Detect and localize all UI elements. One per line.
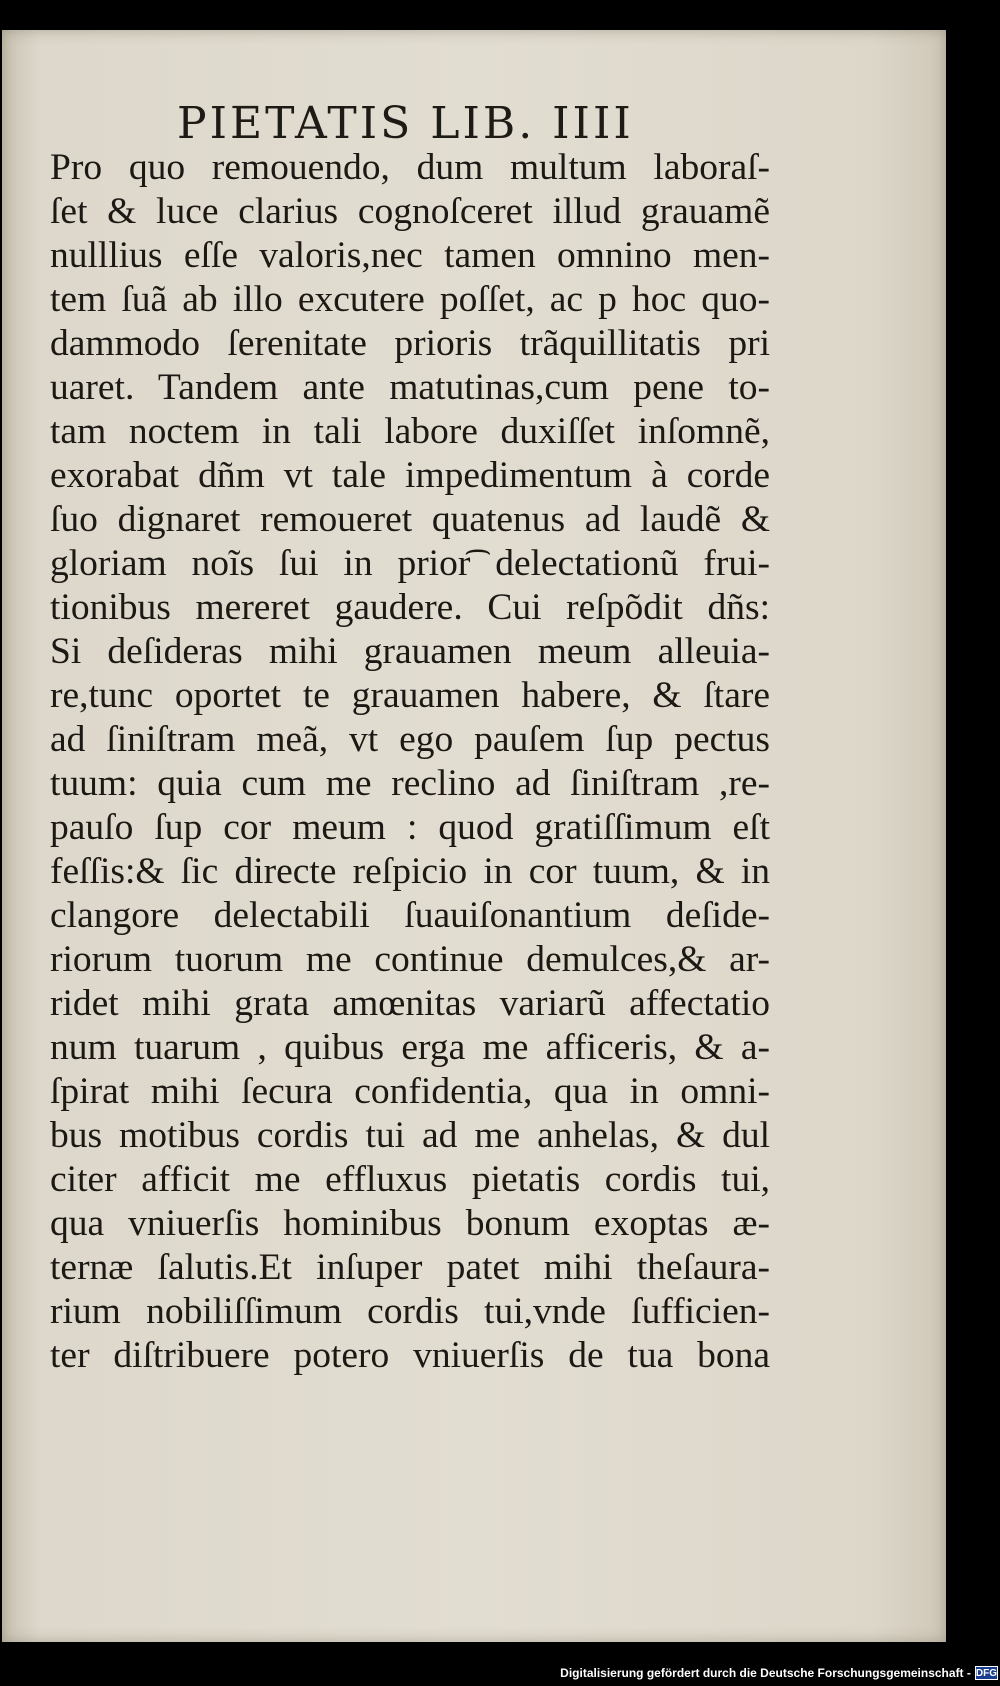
text-line: Pro quo remouendo, dum multum laboraſ- bbox=[50, 147, 770, 188]
text-line: ſpirat mihi ſecura confidentia, qua in omni- bbox=[50, 1071, 770, 1112]
text-line: citer afficit me effluxus pietatis cordis tui, bbox=[50, 1159, 770, 1200]
text-line: ternæ ſalutis.Et inſuper patet mihi theſaura- bbox=[50, 1247, 770, 1288]
text-line: bus motibus cordis tui ad me anhelas, & dul bbox=[50, 1115, 770, 1156]
text-line: gloriam noĩs ſui in prior͡ delectationũ frui- bbox=[50, 543, 770, 584]
text-line: tem ſuã ab illo excutere poſſet, ac p hoc quo- bbox=[50, 279, 770, 320]
text-line: clangore delectabili ſuauiſonantium deſide- bbox=[50, 895, 770, 936]
text-line: nulllius eſſe valoris,nec tamen omnino men- bbox=[50, 235, 770, 276]
text-line: Si deſideras mihi grauamen meum alleuia- bbox=[50, 631, 770, 672]
dfg-logo-icon: DFG bbox=[975, 1667, 997, 1679]
text-line: exorabat dñm vt tale impedimentum à corde bbox=[50, 455, 770, 496]
body-text bbox=[50, 146, 770, 1378]
text-line: ter diſtribuere potero vniuerſis de tua bona bbox=[50, 1335, 770, 1376]
text-line: feſſis:& ſic directe reſpicio in cor tuum, & in bbox=[50, 851, 770, 892]
text-line: pauſo ſup cor meum : quod gratiſſimum eſt bbox=[50, 807, 770, 848]
text-line: ad ſiniſtram meã, vt ego pauſem ſup pectus bbox=[50, 719, 770, 760]
text-line: ſet & luce clarius cognoſceret illud grauamẽ bbox=[50, 191, 770, 232]
text-line: ridet mihi grata amœnitas variarũ affectatio bbox=[50, 983, 770, 1024]
text-line: tam noctem in tali labore duxiſſet inſomnẽ, bbox=[50, 411, 770, 452]
text-line: dammodo ſerenitate prioris trãquillitatis pri bbox=[50, 323, 770, 364]
credit-text: Digitalisierung gefördert durch die Deutsche Forschungsgemeinschaft - bbox=[560, 1666, 971, 1680]
book-page bbox=[2, 30, 946, 1642]
text-line: qua vniuerſis hominibus bonum exoptas æ- bbox=[50, 1203, 770, 1244]
text-line: uaret. Tandem ante matutinas,cum pene to- bbox=[50, 367, 770, 408]
text-line: rium nobiliſſimum cordis tui,vnde ſufficien- bbox=[50, 1291, 770, 1332]
text-line: ſuo dignaret remoueret quatenus ad laudẽ & bbox=[50, 499, 770, 540]
text-line: tuum: quia cum me reclino ad ſiniſtram ,re- bbox=[50, 763, 770, 804]
text-line: riorum tuorum me continue demulces,& ar- bbox=[50, 939, 770, 980]
text-line: tionibus mereret gaudere. Cui reſpõdit dñs: bbox=[50, 587, 770, 628]
running-header: PIETATIS LIB. IIII bbox=[177, 98, 634, 149]
text-line: num tuarum , quibus erga me afficeris, & a- bbox=[50, 1027, 770, 1068]
digitization-credit bbox=[560, 1664, 998, 1682]
text-line: re,tunc oportet te grauamen habere, & ſtare bbox=[50, 675, 770, 716]
